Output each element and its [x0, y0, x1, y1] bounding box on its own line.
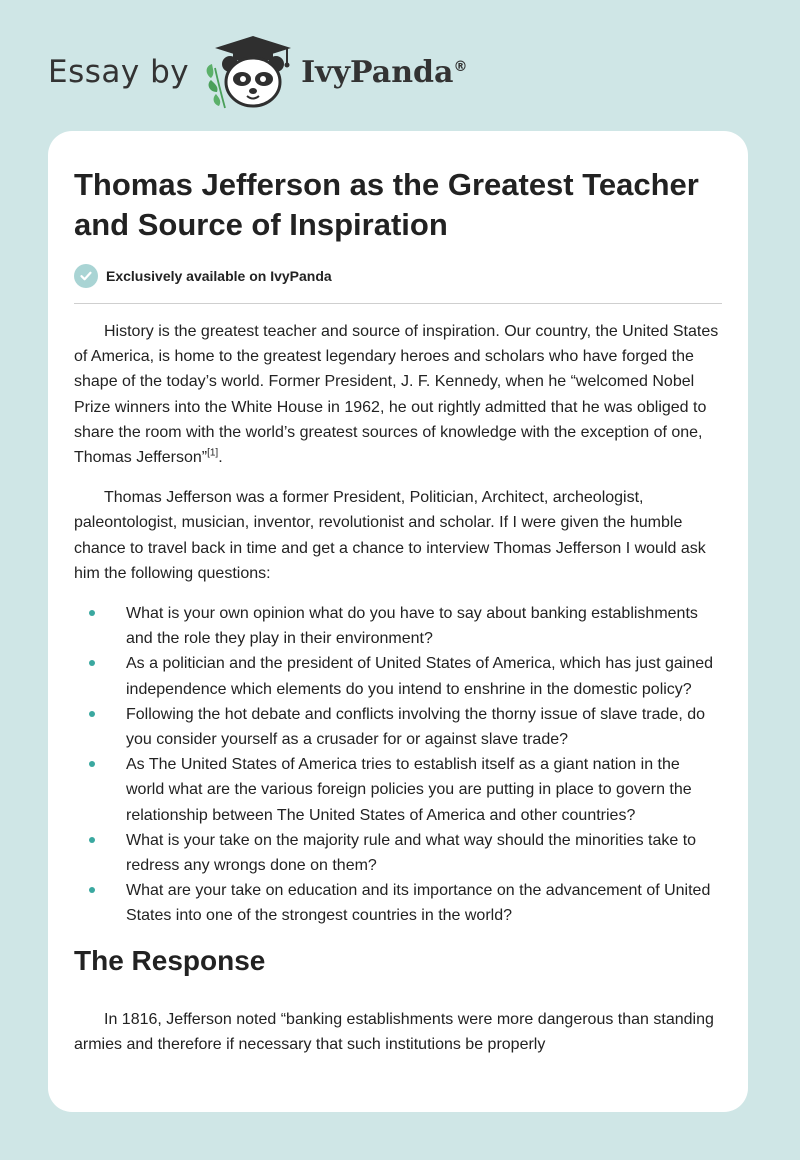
registered-mark: ® — [453, 58, 468, 75]
paragraph-3: In 1816, Jefferson noted “banking establishments were more dangerous than standing armies and therefore if necessary that such institutions be properly — [74, 1010, 714, 1053]
paragraph-1-end: . — [218, 449, 223, 467]
essay-title: Thomas Jefferson as the Greatest Teacher and Source of Inspiration — [74, 167, 699, 242]
list-item: What is your take on the majority rule and what way should the minorities take to redress any wrongs done on them? — [74, 828, 722, 878]
paragraph-1-text: History is the greatest teacher and source of inspiration. Our country, the United States of America, is home to the greatest legendary heroes and scholars who have forged the shape of the today’s world. Former President, J. F. Kennedy, when he “welcomed Nobel Prize winners into the White House in 1962, he out rightly admitted that he was obliged to share the room with the world’s greatest sources of knowledge with the exception of one, Thomas Jefferson” — [74, 323, 719, 467]
essay-body — [74, 319, 722, 1057]
questions-list — [74, 601, 722, 929]
exclusive-badge-text: Exclusively available on IvyPanda — [106, 268, 332, 284]
site-header — [48, 34, 467, 110]
brand-name — [301, 55, 467, 90]
list-item: What are your take on education and its importance on the advancement of United States into one of the strongest countries in the world? — [74, 878, 722, 928]
section-heading-response: The Response — [74, 944, 266, 976]
brand-prefix: Essay by — [48, 54, 190, 90]
list-item: As a politician and the president of United States of America, which has just gained independence which elements do you intend to enshrine in the domestic policy? — [74, 651, 722, 701]
exclusive-badge — [74, 263, 722, 289]
divider — [74, 303, 722, 304]
check-icon — [74, 264, 98, 288]
paragraph-1 — [74, 319, 722, 470]
footnote-ref-1[interactable]: [1] — [207, 447, 219, 459]
list-item: What is your own opinion what do you have to say about banking establishments and the role they play in their environment? — [74, 601, 722, 651]
brand-name-text: IvyPanda — [301, 54, 454, 90]
panda-logo-icon[interactable] — [203, 34, 295, 110]
essay-card — [48, 131, 748, 1112]
list-item: As The United States of America tries to establish itself as a giant nation in the world what are the various foreign policies you are putting in place to govern the relationship between The United States of America and other countries? — [74, 752, 722, 828]
list-item: Following the hot debate and conflicts involving the thorny issue of slave trade, do you consider yourself as a crusader for or against slave trade? — [74, 702, 722, 752]
paragraph-2: Thomas Jefferson was a former President, Politician, Architect, archeologist, paleontologist, musician, inventor, revolutionist and scholar. If I were given the humble chance to travel back in time and get a chance to interview Thomas Jefferson I would ask him the following questions: — [74, 489, 706, 582]
